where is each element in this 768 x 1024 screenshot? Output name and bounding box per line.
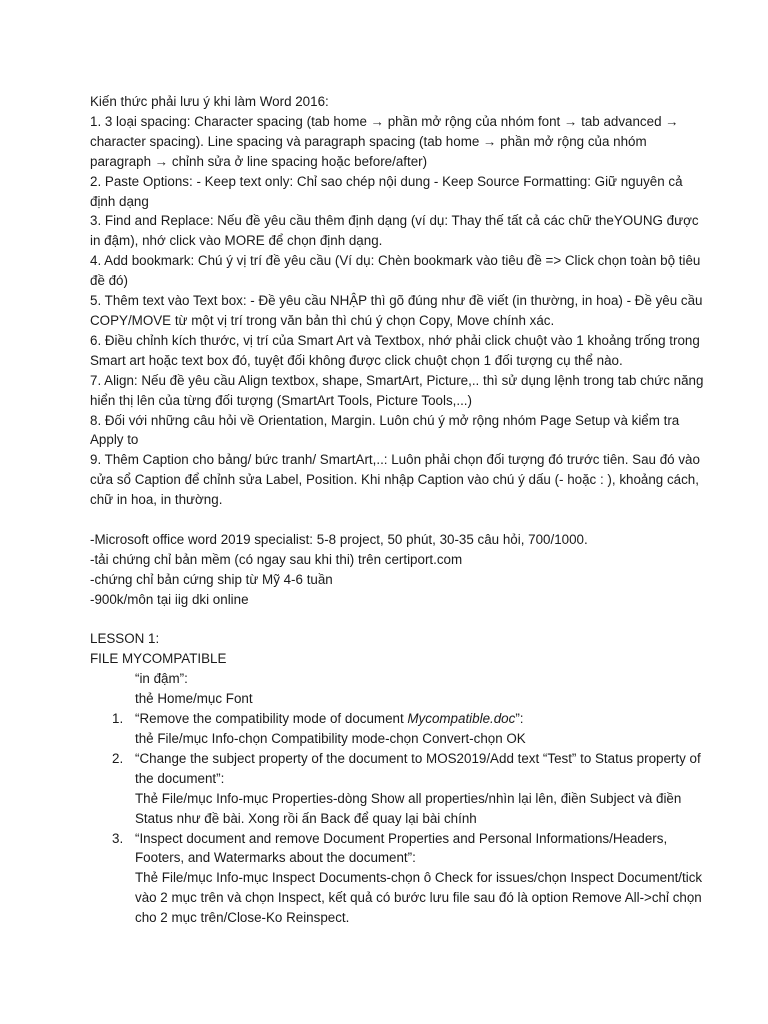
note-item: 1. 3 loại spacing: Character spacing (tab home → phần mở rộng của nhóm font → tab advanced → character spacing). Line spacing và paragraph spacing (tab home → phần mở rộng của nhóm paragraph → chỉnh sửa ở line spacing hoặc before/after) [90, 113, 679, 169]
task-steps: Thẻ File/mục Info-mục Properties-dòng Show all properties/nhìn lại lên, điền Subject và điền Status như đề bài. Xong rồi ấn Back để quay lại bài chính [135, 790, 682, 826]
task-number: 1. [112, 711, 124, 727]
intro-steps: thẻ Home/mục Font [135, 691, 253, 707]
lesson-task-item [90, 749, 708, 829]
note-item: 8. Đối với những câu hỏi về Orientation, Margin. Luôn chú ý mở rộng nhóm Page Setup và kiểm tra Apply to [90, 412, 680, 448]
file-name: Mycompatible.doc [407, 711, 516, 727]
task-description: “Remove the compatibility mode of document Mycompatible.doc”: [135, 711, 524, 727]
note-item: 3. Find and Replace: Nếu đề yêu cầu thêm định dạng (ví dụ: Thay thế tất cả các chữ theYOUNG được in đậm), nhớ click vào MORE để chọn định dạng. [90, 213, 699, 249]
note-item: 9. Thêm Caption cho bảng/ bức tranh/ SmartArt,..: Luôn phải chọn đối tượng đó trước tiên. Sau đó vào cửa sổ Caption để chỉnh sửa Label, Position. Khi nhập Caption vào chú ý dấu (- hoặc : ), khoảng cách, chữ in hoa, in thường. [90, 452, 700, 508]
lesson-file: FILE MYCOMPATIBLE [90, 651, 227, 667]
exam-info-line: -Microsoft office word 2019 specialist: 5-8 project, 50 phút, 30-35 câu hỏi, 700/1000. [90, 531, 588, 547]
note-item: 2. Paste Options: - Keep text only: Chỉ sao chép nội dung - Keep Source Formatting: Giữ nguyên cả định dạng [90, 173, 683, 209]
note-item: 4. Add bookmark: Chú ý vị trí đề yêu cầu (Ví dụ: Chèn bookmark vào tiêu đề => Click chọn toàn bộ tiêu đề đó) [90, 253, 701, 289]
notes-section [90, 92, 708, 510]
task-description: “Change the subject property of the document to MOS2019/Add text “Test” to Status property of the document”: [135, 750, 701, 786]
spacer [90, 510, 708, 530]
note-item: 7. Align: Nếu đề yêu cầu Align textbox, shape, SmartArt, Picture,.. thì sử dụng lệnh trong tab chức năng hiển thị lên của từng đối tượng (SmartArt Tools, Picture Tools,...) [90, 372, 704, 408]
lesson-task-item [90, 709, 708, 749]
task-steps: Thẻ File/mục Info-mục Inspect Documents-chọn ô Check for issues/chọn Inspect Document/tick vào 2 mục trên và chọn Inspect, kết quả có bước lưu file sau đó là option Remove All->chỉ chọn cho 2 mục trên/Close-Ko Reinspect. [135, 870, 703, 926]
note-item: 6. Điều chỉnh kích thước, vị trí của Smart Art và Textbox, nhớ phải click chuột vào 1 khoảng trống trong Smart art hoặc text box đó, tuyệt đối không được click chuột chọn 1 đối tượng cụ thể nào. [90, 332, 700, 368]
lesson-title: LESSON 1: [90, 631, 160, 647]
exam-info-line: -chứng chỉ bản cứng ship từ Mỹ 4-6 tuần [90, 571, 333, 587]
task-number: 2. [112, 750, 124, 766]
lesson-section [90, 629, 708, 928]
lesson-task-item [90, 829, 708, 929]
task-number: 3. [112, 830, 124, 846]
exam-info-line: -tải chứng chỉ bản mềm (có ngay sau khi thi) trên certiport.com [90, 551, 463, 567]
exam-info-line: -900k/môn tại iig dki online [90, 591, 249, 607]
task-description: “Inspect document and remove Document Properties and Personal Informations/Headers, Footers, and Watermarks about the document”: [135, 830, 668, 866]
exam-info-section [90, 530, 708, 610]
notes-heading: Kiến thức phải lưu ý khi làm Word 2016: [90, 94, 329, 109]
note-item: 5. Thêm text vào Text box: - Đề yêu cầu NHẬP thì gõ đúng như đề viết (in thường, in hoa) - Đề yêu cầu COPY/MOVE từ một vị trí trong văn bản thì chú ý chọn Copy, Move chính xác. [90, 293, 703, 328]
task-steps: thẻ File/mục Info-chọn Compatibility mode-chọn Convert-chọn OK [135, 730, 526, 746]
intro-quote: “in đậm”: [135, 671, 188, 687]
lesson-task-list [90, 709, 708, 928]
spacer [90, 610, 708, 630]
